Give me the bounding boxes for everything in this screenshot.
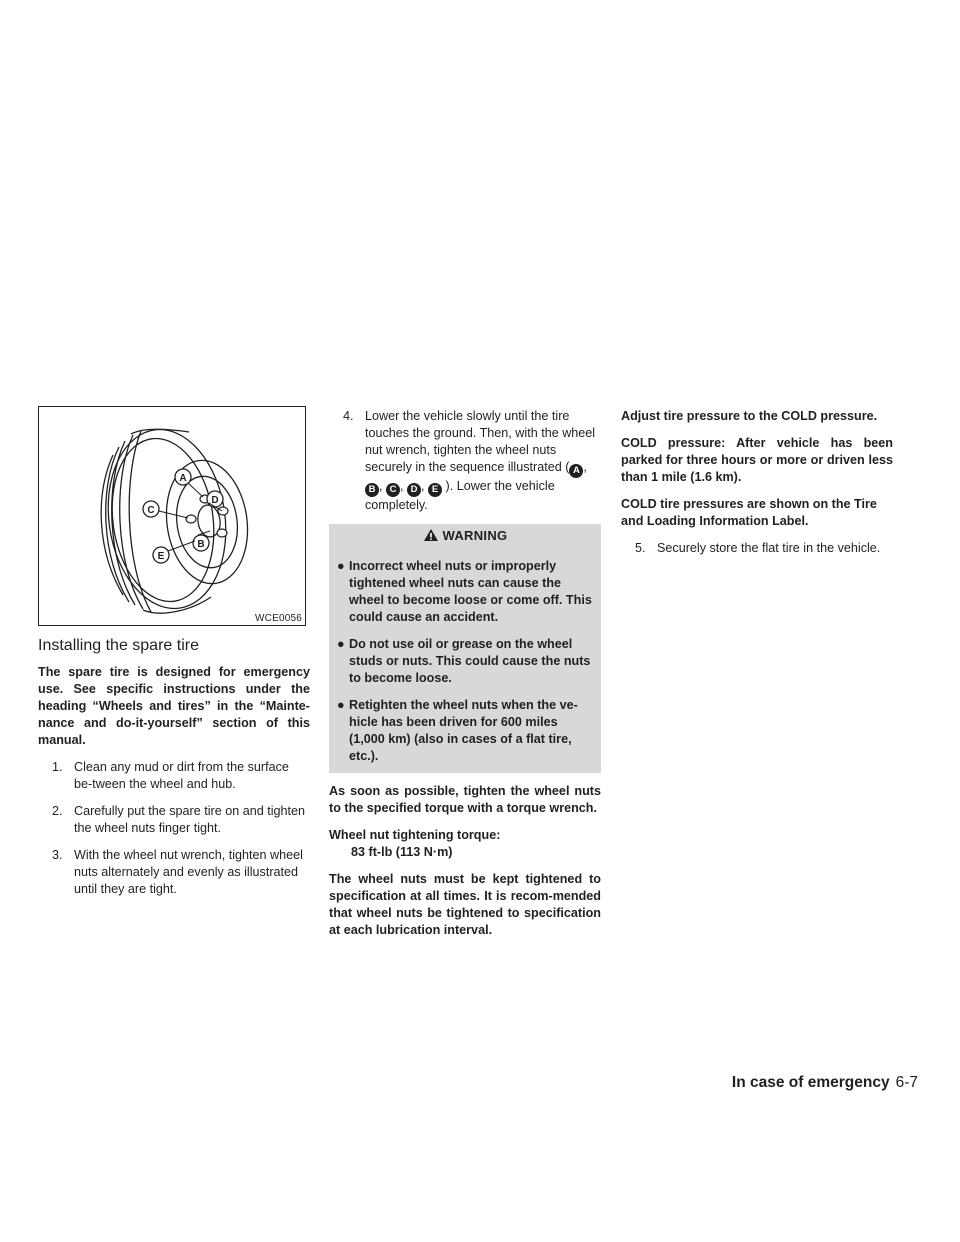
warning-header <box>329 524 601 550</box>
section-title: Installing the spare tire <box>38 637 199 654</box>
bullet-icon: ● <box>337 559 345 573</box>
spare-tire-drawing <box>39 407 305 625</box>
step-5 <box>621 540 893 557</box>
figure-label-c: C <box>147 505 155 516</box>
page-footer <box>732 1074 918 1092</box>
step-2 <box>38 803 310 837</box>
step-1 <box>38 759 310 793</box>
step-4: 4. Lower the vehicle slowly until the tire touches the ground. Then, with the wheel nut wrench, tighten the wheel nuts securely in the sequence illustrated ( A , B , C , D , E ). Lower the vehicle completely. <box>343 409 596 512</box>
figure-label-e: E <box>157 551 165 562</box>
cold-definition-paragraph: COLD pressure: After vehicle has been parked for three hours or more or driven less than 1 mile (1.6 km). <box>621 436 893 484</box>
cold-label-paragraph: COLD tire pressures are shown on the Tire and Loading Information Label. <box>621 497 877 528</box>
figure-label-b: B <box>197 539 205 550</box>
figure-code: WCE0056 <box>255 613 302 624</box>
step-number: 1. <box>52 760 63 774</box>
kept-tight-paragraph: The wheel nuts must be kept tightened to specification at all times. It is recom-mended that wheel nuts be tightened to specification at each lubrication interval. <box>329 872 601 937</box>
step-number: 2. <box>52 804 63 818</box>
figure-label-d: D <box>211 495 219 506</box>
warning-icon <box>423 528 439 542</box>
figure-label-a: A <box>179 473 187 484</box>
step-text: Carefully put the spare tire on and tighten the wheel nuts finger tight. <box>74 804 306 835</box>
warning-title: WARNING <box>442 528 508 543</box>
warning-item: ● Retighten the wheel nuts when the ve-hicle has been driven for 600 miles (1,000 km) (also in cases of a flat tire, etc.). <box>337 698 578 763</box>
step-number: 4. <box>343 409 354 423</box>
step-3 <box>38 847 310 898</box>
page-number: 6-7 <box>895 1074 918 1091</box>
warning-item: ● Incorrect wheel nuts or improperly tightened wheel nuts can cause the wheel to become loose or come off. This could cause an accident. <box>337 559 592 624</box>
sequence-letter-d: D <box>407 483 421 497</box>
cold-adjust-paragraph: Adjust tire pressure to the COLD pressure. <box>621 409 878 423</box>
step-text: Lower the vehicle slowly until the tire touches the ground. Then, with the wheel nut wrench, tighten the wheel nuts securely in the sequence illustrated ( <box>365 409 596 474</box>
column-1 <box>38 636 310 908</box>
step-text: Clean any mud or dirt from the surface be-tween the wheel and hub. <box>74 760 289 791</box>
sequence-letter-c: C <box>386 483 400 497</box>
tighten-paragraph: As soon as possible, tighten the wheel nuts to the specified torque with a torque wrench. <box>329 784 601 815</box>
bullet-icon: ● <box>337 637 345 651</box>
wheel-illustration <box>38 406 306 626</box>
step-text: With the wheel nut wrench, tighten wheel nuts alternately and evenly as illustrated until they are tight. <box>74 848 303 896</box>
sequence-letter-e: E <box>428 483 442 497</box>
step-text: Securely store the flat tire in the vehicle. <box>657 541 881 555</box>
sequence-letter-a: A <box>569 464 583 478</box>
torque-spec <box>329 827 601 861</box>
column-3 <box>621 408 893 567</box>
step-number: 5. <box>635 541 646 555</box>
column-2 <box>329 408 601 949</box>
sequence-letter-b: B <box>365 483 379 497</box>
torque-value: 83 ft-lb (113 N·m) <box>351 845 453 859</box>
intro-paragraph: The spare tire is designed for emergency use. See specific instructions under the heading “Wheels and tires” in the “Mainte-nance and do-it-yourself” section of this manual. <box>38 665 310 747</box>
torque-label: Wheel nut tightening torque: <box>329 828 501 842</box>
warning-item: ● Do not use oil or grease on the wheel studs or nuts. This could cause the nuts to become loose. <box>337 637 591 685</box>
step-text-end: ). Lower the vehicle completely. <box>365 479 555 512</box>
footer-section: In case of emergency <box>731 1074 890 1091</box>
bullet-icon: ● <box>337 698 345 712</box>
warning-box <box>329 524 601 773</box>
step-number: 3. <box>52 848 63 862</box>
